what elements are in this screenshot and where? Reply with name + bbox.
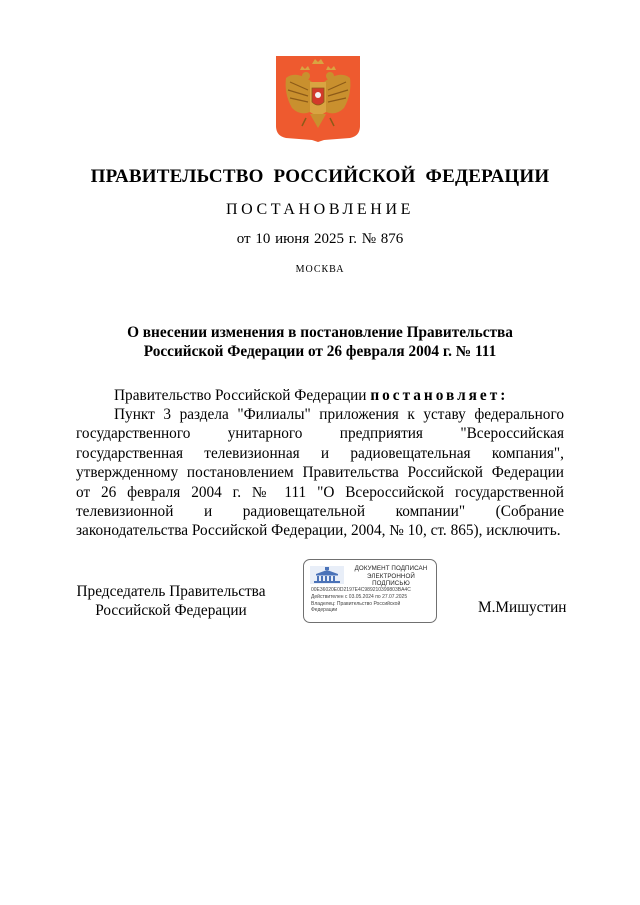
electronic-signature-stamp	[303, 559, 437, 623]
body-line: законодательства Российской Федерации, 2004, № 10, ст. 865), исключить.	[76, 522, 561, 540]
stamp-details	[311, 587, 435, 614]
position-line: Председатель Правительства	[76, 583, 266, 600]
decree-intro	[114, 387, 508, 405]
body-line: телевизионной и радиовещательной компании" (Собрание	[76, 502, 564, 520]
subject-line: Российской Федерации от 26 февраля 2004 г. № 111	[143, 343, 497, 360]
signatory-position	[76, 582, 266, 620]
stamp-owner: Федерации	[311, 607, 338, 614]
document-city: МОСКВА	[295, 264, 345, 275]
stamp-certificate: 00E36020E0D2197E4C989210399803BA4C	[311, 587, 411, 593]
decree-verb: постановляет:	[370, 387, 509, 404]
stamp-title-line: ДОКУМЕНТ ПОДПИСАН	[354, 565, 428, 572]
position-line: Российской Федерации	[95, 602, 247, 619]
body-line: Пункт 3 раздела "Филиалы" приложения к уставу федерального	[114, 406, 564, 423]
body-line: утвержденному постановлением Правительства Российской Федерации	[76, 464, 564, 482]
government-title: ПРАВИТЕЛЬСТВО РОССИЙСКОЙ ФЕДЕРАЦИИ	[90, 166, 550, 187]
subject-line: О внесении изменения в постановление Правительства	[127, 324, 513, 341]
stamp-validity: Действителен с 03.05.2024 по 27.07.2025	[311, 593, 408, 600]
stamp-owner: Владелец: Правительство Российской	[311, 600, 401, 607]
stamp-title-line: ЭЛЕКТРОННОЙ ПОДПИСЬЮ	[367, 572, 415, 588]
body-paragraph	[76, 405, 564, 541]
government-building-icon	[310, 566, 344, 584]
body-line: от 26 февраля 2004 г. № 111 "О Всероссийской государственной	[76, 483, 564, 501]
signatory-name: М.Мишустин	[478, 599, 567, 616]
body-line: государственного унитарного предприятия "Всероссийская	[76, 425, 564, 443]
document-type: ПОСТАНОВЛЕНИЕ	[226, 201, 414, 218]
stamp-title	[348, 565, 434, 588]
document-date-number: от 10 июня 2025 г. № 876	[236, 231, 404, 247]
decree-intro-text: Правительство Российской Федерации	[114, 387, 371, 404]
document-subject	[0, 323, 640, 361]
coat-of-arms-icon	[276, 56, 360, 142]
body-line: государственная телевизионная и радиовещательная компания",	[76, 444, 564, 462]
